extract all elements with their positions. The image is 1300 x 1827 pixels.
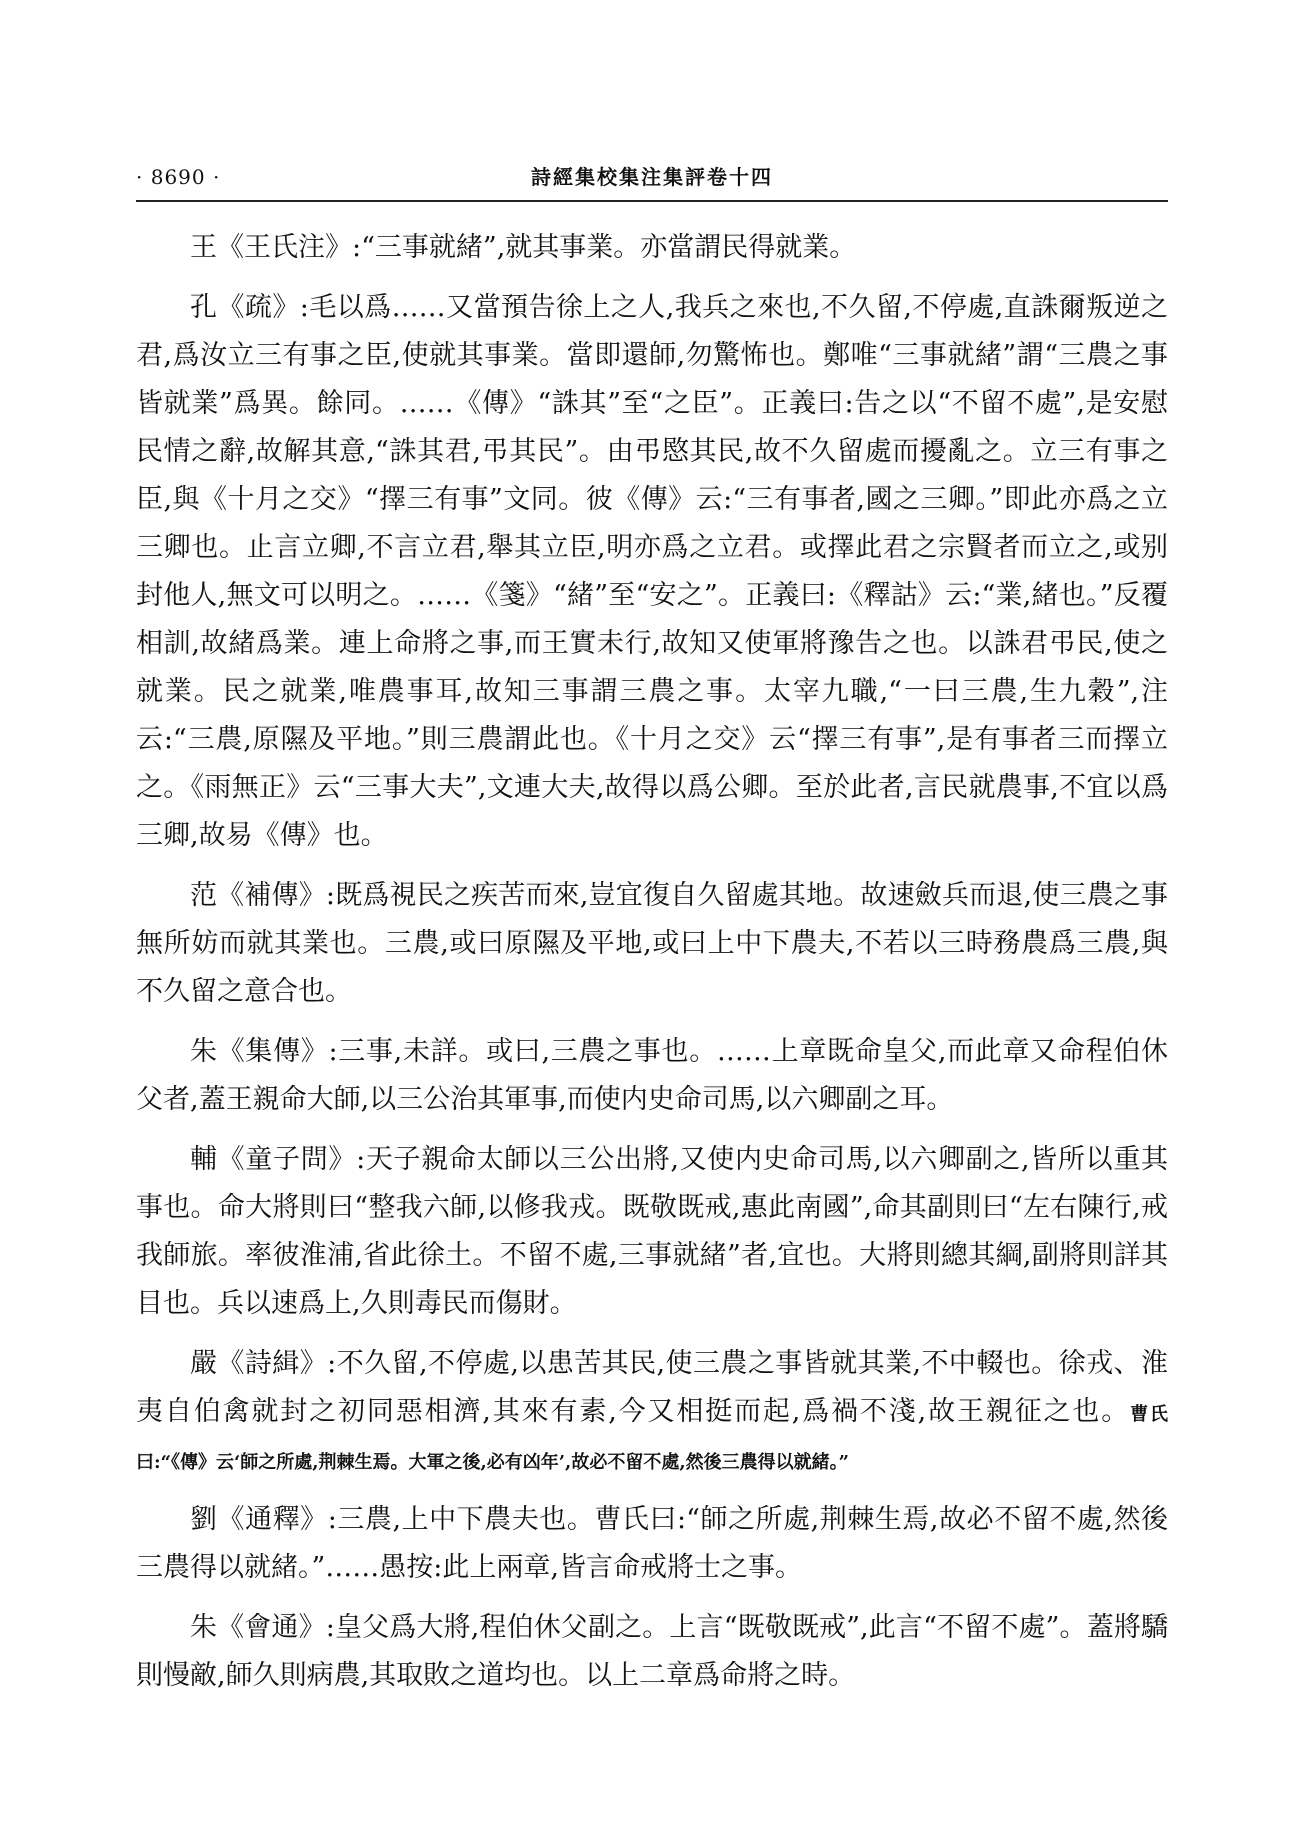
paragraph-text: 朱《集傳》:三事,未詳。或曰,三農之事也。……上章既命皇父,而此章又命程伯休父者,蓋王親命大師,以三公治其軍事,而使内史命司馬,以六卿副之耳。 (136, 1036, 1168, 1115)
commentary-zhu-jizhuan (136, 1028, 1168, 1124)
header-divider (136, 200, 1168, 202)
commentary-zhu-huitong (136, 1604, 1168, 1700)
inline-note: 曹氏曰:“《傳》云‘師之所處,荆棘生焉。大軍之後,必有凶年’,故必不留不處,然後三農得以就緒。” (136, 1404, 1168, 1473)
paragraph-text: 嚴《詩緝》:不久留,不停處,以患苦其民,使三農之事皆就其業,不中輟也。徐戎、淮夷自伯禽就封之初同惡相濟,其來有素,今又相挺而起,爲禍不淺,故王親征之也。 (136, 1348, 1168, 1427)
paragraph-text: 王《王氏注》:“三事就緒”,就其事業。亦當謂民得就業。 (190, 232, 857, 263)
body-text (136, 224, 1168, 1712)
commentary-fan (136, 872, 1168, 1016)
commentary-fu (136, 1136, 1168, 1328)
commentary-liu (136, 1496, 1168, 1592)
paragraph-text: 朱《會通》:皇父爲大將,程伯休父副之。上言“既敬既戒”,此言“不留不處”。蓋將驕則慢敵,師久則病農,其取敗之道均也。以上二章爲命將之時。 (136, 1612, 1168, 1691)
commentary-yan (136, 1340, 1168, 1484)
paragraph-text: 輔《童子問》:天子親命太師以三公出將,又使内史命司馬,以六卿副之,皆所以重其事也。命大將則曰“整我六師,以修我戎。既敬既戒,惠此南國”,命其副則曰“左右陳行,戒我師旅。率彼淮浦,省此徐土。不留不處,三事就緒”者,宜也。大將則總其綱,副將則詳其目也。兵以速爲上,久則毒民而傷財。 (136, 1144, 1168, 1319)
commentary-wang (136, 224, 1168, 272)
paragraph-text: 孔《疏》:毛以爲……又當預告徐上之人,我兵之來也,不久留,不停處,直誅爾叛逆之君,爲汝立三有事之臣,使就其事業。當即還師,勿驚怖也。鄭唯“三事就緒”謂“三農之事皆就業”爲異。餘同。……《傳》“誅其”至“之臣”。正義曰:告之以“不留不處”,是安慰民情之辭,故解其意,“誅其君,弔其民”。由弔愍其民,故不久留處而擾亂之。立三有事之臣,與《十月之交》“擇三有事”文同。彼《傳》云:“三有事者,國之三卿。”即此亦爲之立三卿也。止言立卿,不言立君,舉其立臣,明亦爲之立君。或擇此君之宗賢者而立之,或别封他人,無文可以明之。……《箋》“緒”至“安之”。正義曰:《釋詁》云:“業,緒也。”反覆相訓,故緒爲業。連上命將之事,而王實未行,故知又使軍將豫告之也。以誅君弔民,使之就業。民之就業,唯農事耳,故知三事謂三農之事。太宰九職,“一曰三農,生九穀”,注云:“三農,原隰及平地。”則三農謂此也。《十月之交》云“擇三有事”,是有事者三而擇立之。《雨無正》云“三事大夫”,文連大夫,故得以爲公卿。至於此者,言民就農事,不宜以爲三卿,故易《傳》也。 (136, 292, 1168, 851)
paragraph-text: 劉《通釋》:三農,上中下農夫也。曹氏曰:“師之所處,荆棘生焉,故必不留不處,然後三農得以就緒。”……愚按:此上兩章,皆言命戒將士之事。 (136, 1504, 1168, 1583)
page-header (136, 160, 1168, 194)
paragraph-text: 范《補傳》:既爲視民之疾苦而來,豈宜復自久留處其地。故速斂兵而退,使三農之事無所妨而就其業也。三農,或曰原隰及平地,或曰上中下農夫,不若以三時務農爲三農,與不久留之意合也。 (136, 880, 1168, 1007)
commentary-kong (136, 284, 1168, 860)
running-title: 詩經集校集注集評卷十四 (531, 165, 773, 189)
page-number: · 8690 · (136, 165, 221, 189)
